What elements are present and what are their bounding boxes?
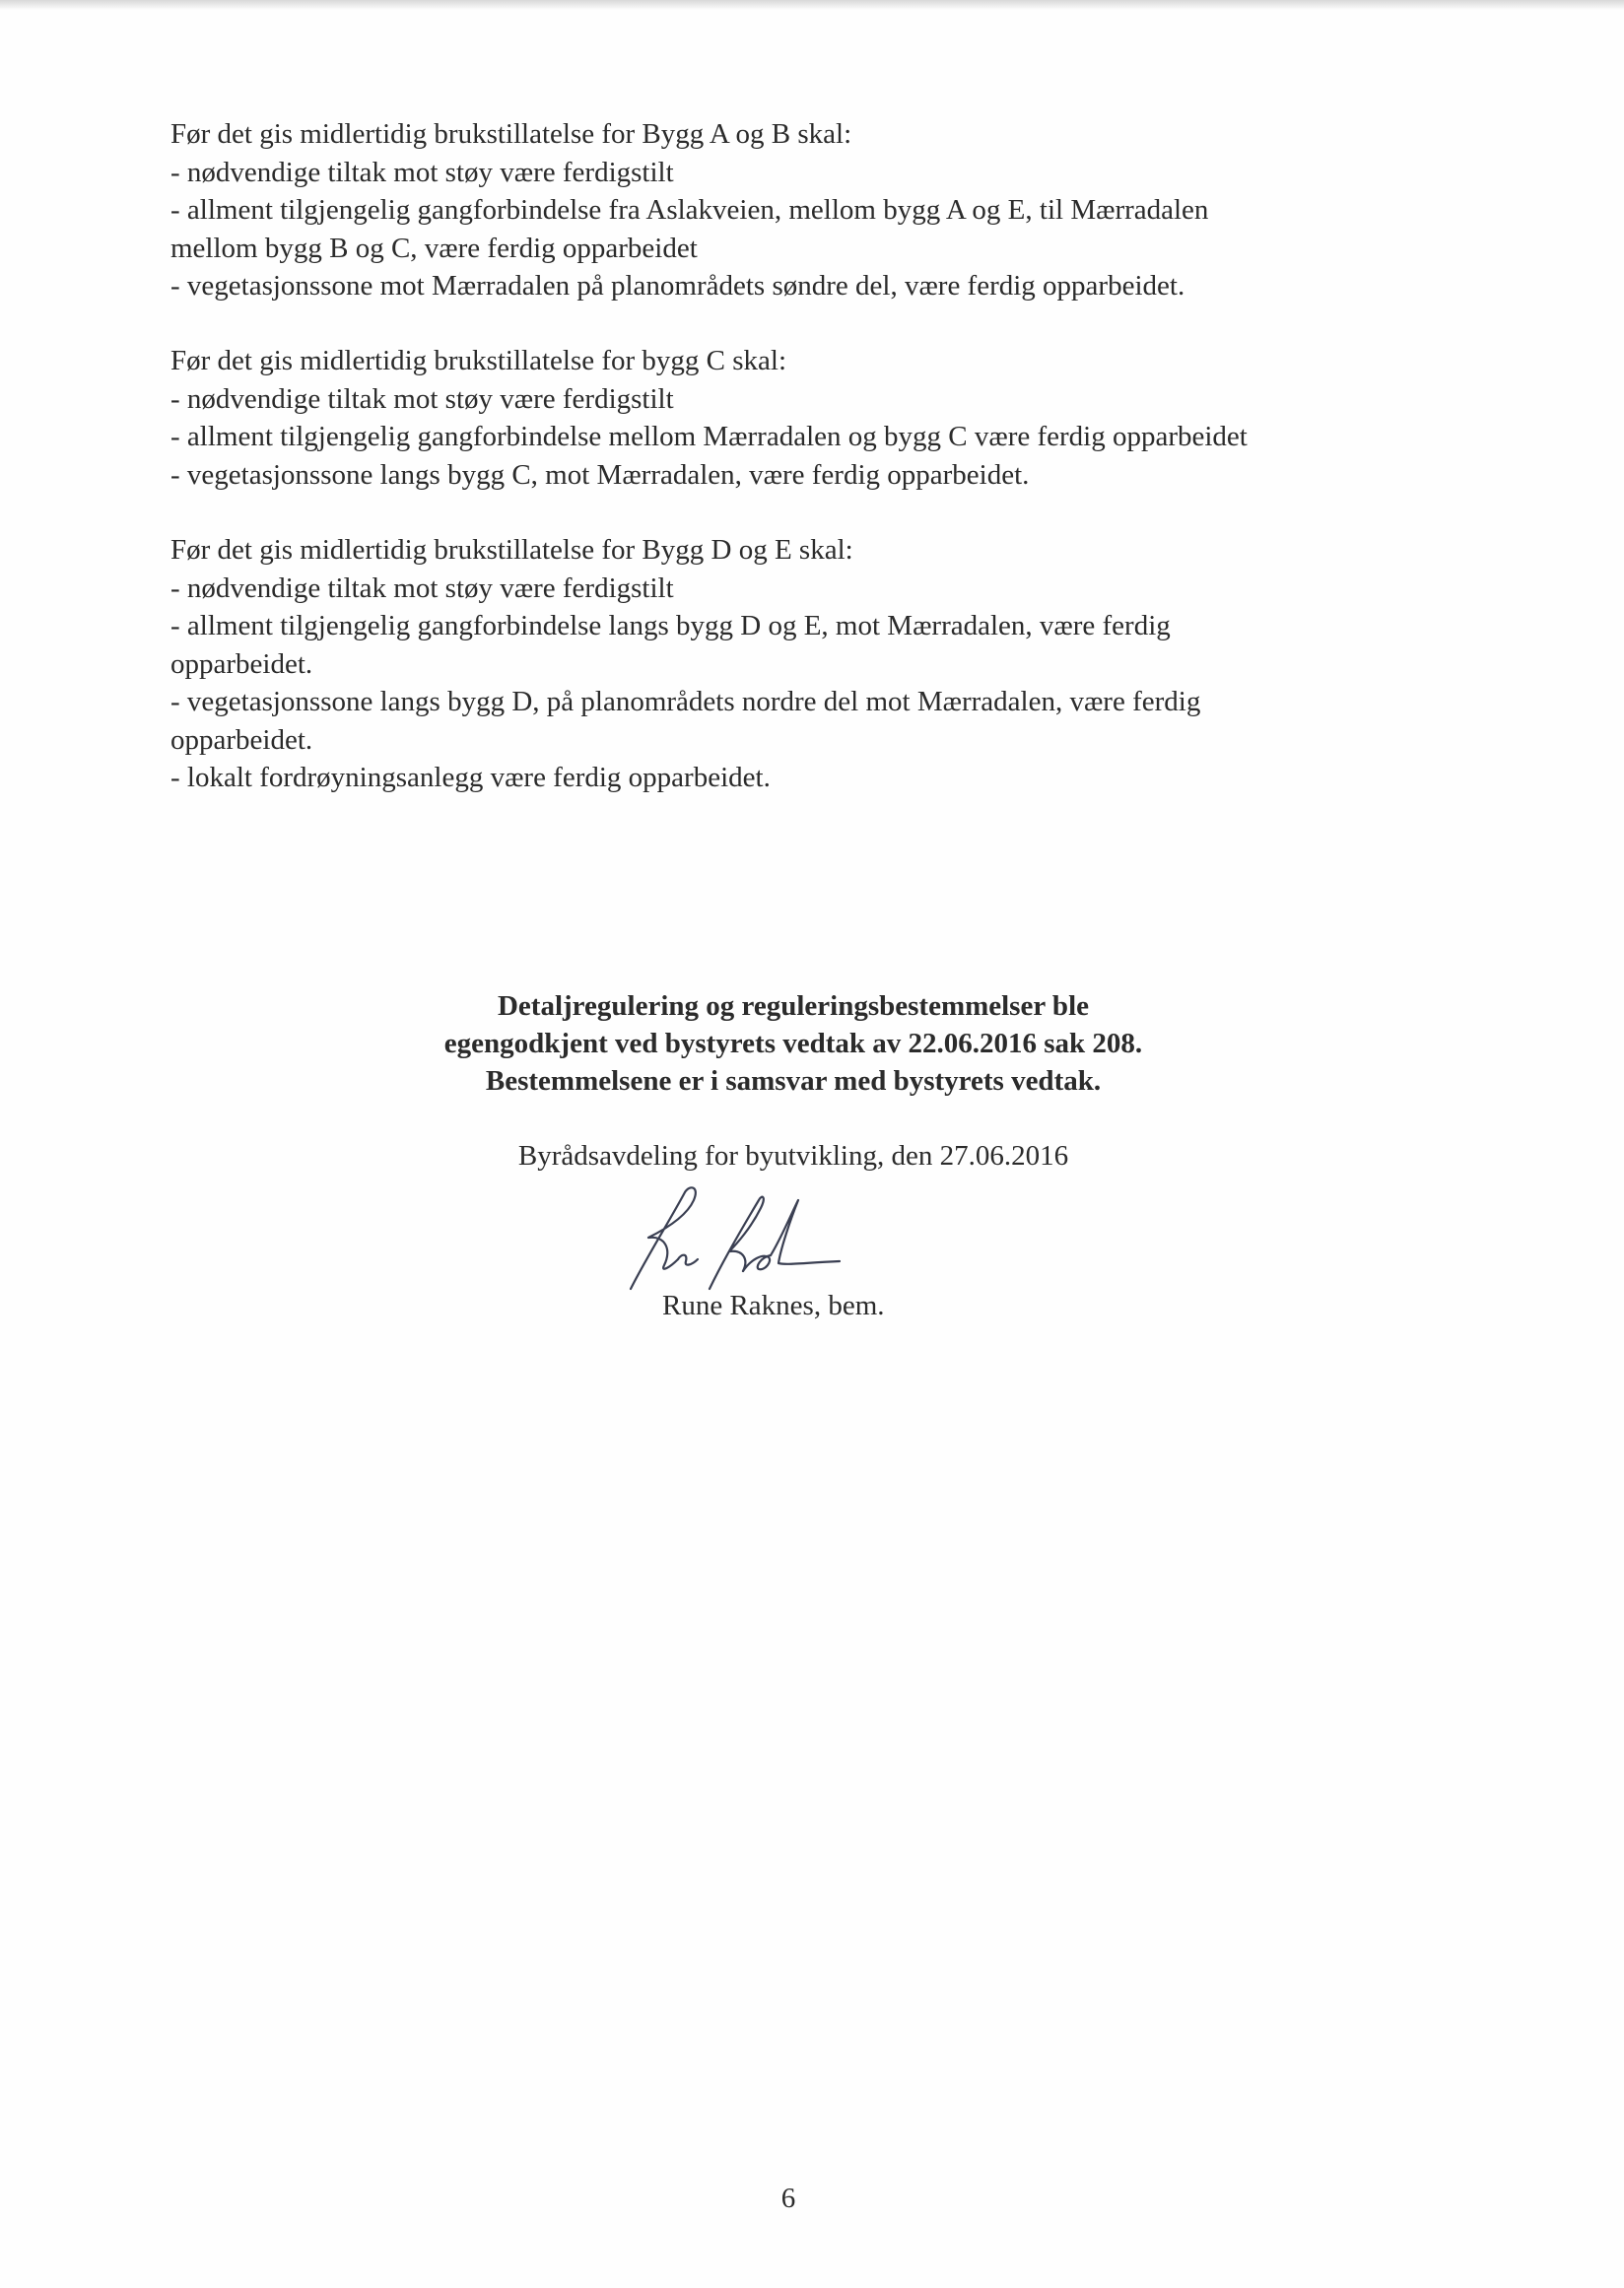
approval-line: Bestemmelsene er i samsvar med bystyrets vedtak. [485, 1065, 1102, 1097]
handwritten-signature [611, 1180, 907, 1299]
section-bygg-c [170, 342, 1452, 494]
requirement-line: - allment tilgjengelig gangforbindelse langs bygg D og E, mot Mærradalen, være ferdig [170, 610, 1171, 641]
approval-line: Detaljregulering og reguleringsbestemmelser ble [497, 990, 1089, 1022]
approval-statement [296, 987, 1291, 1100]
section-heading: Før det gis midlertidig brukstillatelse for Bygg D og E skal: [170, 534, 853, 566]
section-heading: Før det gis midlertidig brukstillatelse for bygg C skal: [170, 345, 787, 376]
requirement-line: - vegetasjonssone langs bygg D, på planområdets nordre del mot Mærradalen, være ferdig [170, 686, 1201, 717]
requirement-line: opparbeidet. [170, 647, 313, 680]
requirement-line: - allment tilgjengelig gangforbindelse fra Aslakveien, mellom bygg A og E, til Mærradalen [170, 194, 1209, 226]
scan-edge-shadow [0, 0, 1624, 10]
requirement-line: - nødvendige tiltak mot støy være ferdigstilt [170, 382, 674, 415]
requirement-line: - allment tilgjengelig gangforbindelse mellom Mærradalen og bygg C være ferdig opparbeidet [170, 421, 1248, 452]
requirement-line: mellom bygg B og C, være ferdig opparbeidet [170, 232, 698, 264]
requirement-line: - vegetasjonssone mot Mærradalen på planområdets søndre del, være ferdig opparbeidet. [170, 270, 1185, 302]
requirement-line: opparbeidet. [170, 723, 313, 756]
signer-name: Rune Raknes, bem. [662, 1290, 885, 1321]
section-bygg-d-e [170, 531, 1452, 797]
requirement-line: - nødvendige tiltak mot støy være ferdigstilt [170, 156, 674, 188]
approval-line: egengodkjent ved bystyrets vedtak av 22.06.2016 sak 208. [443, 1028, 1143, 1059]
section-heading: Før det gis midlertidig brukstillatelse for Bygg A og B skal: [170, 118, 852, 150]
requirement-line: - vegetasjonssone langs bygg C, mot Mærradalen, være ferdig opparbeidet. [170, 458, 1030, 491]
place-and-date: Byrådsavdeling for byutvikling, den 27.06.2016 [517, 1140, 1069, 1172]
page-number: 6 [780, 2183, 796, 2214]
requirement-line: - nødvendige tiltak mot støy være ferdigstilt [170, 572, 674, 604]
requirement-line: - lokalt fordrøyningsanlegg være ferdig opparbeidet. [170, 762, 771, 793]
section-bygg-a-b [170, 115, 1452, 305]
